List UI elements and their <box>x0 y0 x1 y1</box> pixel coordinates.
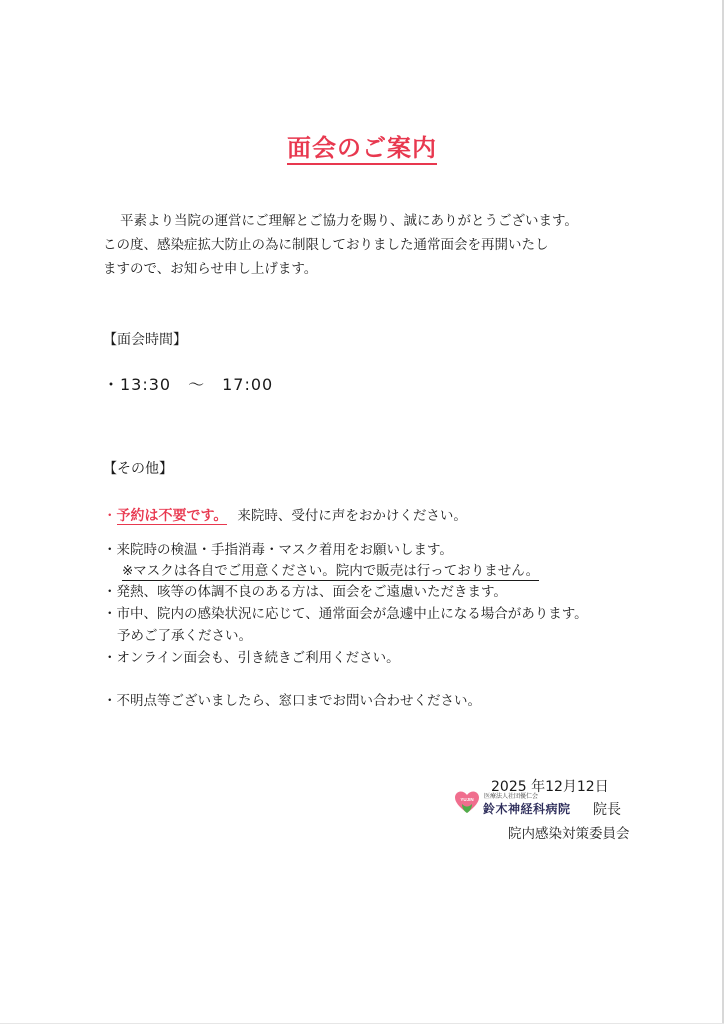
logo-mark-text: YUJIN <box>460 797 474 802</box>
note-illness: ・発熱、咳等の体調不良のある方は、面会をご遠慮いただきます。 <box>103 584 507 600</box>
issue-date: 2025 年12月12日 <box>491 779 609 795</box>
page-title-text: 面会のご案内 <box>287 134 437 165</box>
note-bullet: ・ <box>103 508 117 524</box>
note-suspension-cont: 予めご了承ください。 <box>117 628 252 644</box>
heart-logo-icon <box>454 790 480 816</box>
note-hygiene: ・来院時の検温・手指消毒・マスク着用をお願いします。 <box>103 542 453 558</box>
other-heading: 【その他】 <box>103 461 173 477</box>
note-reservation <box>103 504 467 525</box>
intro-paragraph <box>103 209 578 281</box>
hours-heading: 【面会時間】 <box>103 332 187 348</box>
page-title <box>0 128 724 163</box>
hospital-logo <box>454 790 586 820</box>
intro-line-2: この度、感染症拡大防止の為に制限しておりました通常面会を再開いたし <box>103 237 549 253</box>
intro-line-1: 平素より当院の運営にご理解とご協力を賜り、誠にありがとうございます。 <box>120 213 578 229</box>
no-reservation-emphasis: 予約は不要です。 <box>116 508 228 524</box>
mask-note-text: ※マスクは各自でご用意ください。院内で販売は行っておりません。 <box>122 563 540 579</box>
note-mask <box>122 559 539 579</box>
intro-line-3: ますので、お知らせ申し上げます。 <box>103 261 318 277</box>
reception-instruction: 来院時、受付に声をおかけください。 <box>237 508 467 524</box>
note-online: ・オンライン面会も、引き続きご利用ください。 <box>103 650 400 666</box>
note-contact: ・不明点等ございましたら、窓口までお問い合わせください。 <box>103 693 481 709</box>
note-suspension: ・市中、院内の感染状況に応じて、通常面会が急遽中止になる場合があります。 <box>103 606 588 622</box>
committee-name: 院内感染対策委員会 <box>508 826 630 842</box>
visiting-hours: ・13:30 ～ 17:00 <box>103 375 274 394</box>
director-title: 院長 <box>593 802 621 818</box>
logo-corporation-name: 医療法人社団優仁会 <box>484 793 539 800</box>
logo-hospital-name: 鈴木神経科病院 <box>483 802 571 816</box>
